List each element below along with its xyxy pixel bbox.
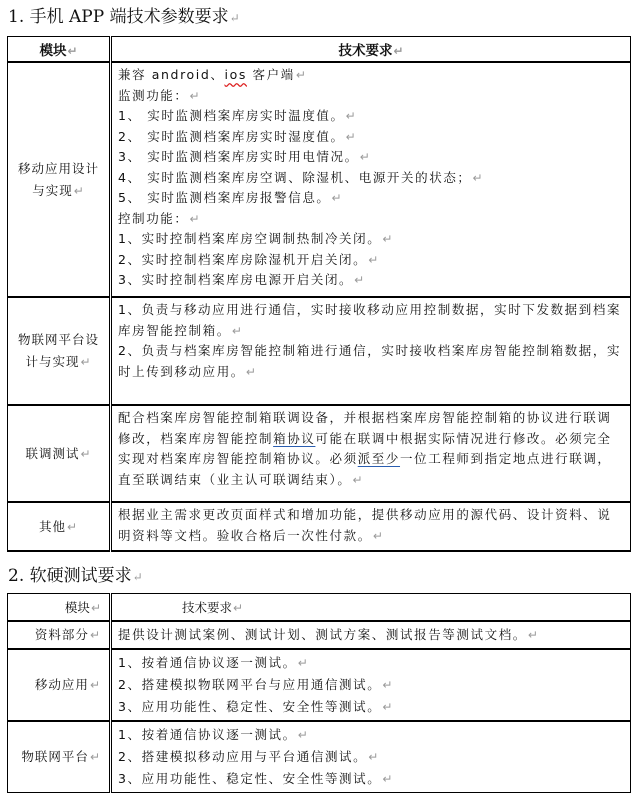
paragraph-mark-icon: ↵ [189, 88, 202, 103]
module-cell: 物联网平台设计与实现↵ [8, 297, 111, 405]
section-1-title: 1. 手机 APP 端技术参数要求 [8, 7, 229, 27]
paragraph-mark-icon: ↵ [345, 129, 358, 144]
requirement-line: 4、 实时监测档案库房空调、除湿机、电源开关的状态；↵ [118, 169, 485, 185]
requirement-line: 2、搭建模拟移动应用与平台通信测试。↵ [118, 748, 380, 764]
module-cell: 移动应用设计与实现↵ [8, 62, 111, 297]
paragraph-mark-icon: ↵ [345, 109, 358, 123]
requirement-line: 1、负责与移动应用进行通信，实时接收移动应用控制数据，实时下发数据到档案库房智能控制箱。↵ [118, 302, 622, 338]
paragraph-mark-icon: ↵ [67, 44, 78, 58]
table-header-row [8, 37, 631, 63]
paragraph-mark-icon: ↵ [89, 627, 101, 642]
requirement-line: 监测功能：↵ [118, 87, 202, 103]
requirements-cell [111, 405, 631, 502]
paragraph-mark-icon: ↵ [352, 472, 365, 487]
requirements-header: 技术要求↵ [111, 37, 631, 63]
requirement-line: 3、应用功能性、稳定性、安全性等测试。↵ [118, 698, 395, 714]
requirements-header: 技术要求↵ [111, 594, 631, 621]
testing-requirements-table [7, 593, 631, 793]
table-row [8, 649, 631, 721]
paragraph-mark-icon: ↵ [359, 150, 372, 164]
table-row [8, 621, 631, 649]
app-requirements-table [7, 36, 631, 552]
paragraph-mark-icon: ↵ [233, 600, 244, 615]
requirement-line: 1、按着通信协议逐一测试。↵ [118, 726, 310, 742]
paragraph-mark-icon: ↵ [89, 677, 101, 692]
module-header: 模块↵ [8, 37, 111, 63]
requirement-line: 控制功能：↵ [118, 210, 202, 226]
requirement-line: 3、实时控制档案库房电源开启关闭。↵ [118, 272, 366, 287]
paragraph-mark-icon: ↵ [229, 11, 240, 25]
requirements-cell [111, 502, 631, 551]
paragraph-mark-icon: ↵ [245, 364, 258, 379]
requirements-cell [111, 721, 631, 793]
paragraph-mark-icon: ↵ [297, 727, 310, 742]
module-cell: 资料部分↵ [8, 621, 111, 649]
section-2-title: 2. 软硬测试要求 [8, 566, 132, 586]
requirement-line: 2、 实时监测档案库房实时湿度值。↵ [118, 128, 358, 144]
requirement-line: 兼容 android、ios 客户端↵ [118, 67, 308, 82]
paragraph-mark-icon: ↵ [382, 677, 395, 692]
paragraph-mark-icon: ↵ [382, 699, 395, 714]
requirement-line: 1、实时控制档案库房空调制热制冷关闭。↵ [118, 231, 395, 246]
paragraph-mark-icon: ↵ [80, 355, 92, 369]
requirement-line: 1、 实时监测档案库房实时温度值。↵ [118, 108, 358, 123]
paragraph-mark-icon: ↵ [66, 519, 79, 534]
module-cell: 物联网平台↵ [8, 721, 111, 793]
paragraph-mark-icon: ↵ [231, 323, 244, 338]
requirement-line: 2、实时控制档案库房除湿机开启关闭。↵ [118, 251, 380, 267]
table-header-row [8, 594, 631, 621]
grammar-flagged-text: 箱协议 [273, 430, 316, 446]
requirement-paragraph: 配合档案库房智能控制箱联调设备，并根据档案库房智能控制箱的协议进行联调修改，档案库房智能控制箱协议可能在联调中根据实际情况进行修改。必须完全实现对档案库房智能控制箱协议。必须派至少一位工程师到指定地点进行联调，直至联调结束（业主认可联调结束）。↵ [118, 410, 612, 487]
module-cell: 其他↵ [8, 502, 111, 551]
paragraph-mark-icon: ↵ [132, 570, 143, 584]
paragraph-mark-icon: ↵ [297, 655, 310, 670]
paragraph-mark-icon: ↵ [382, 232, 395, 246]
requirements-cell [111, 621, 631, 649]
section-1-heading [8, 6, 240, 29]
requirement-line: 3、应用功能性、稳定性、安全性等测试。↵ [118, 770, 395, 786]
requirements-cell [111, 62, 631, 297]
paragraph-mark-icon: ↵ [90, 600, 101, 615]
requirement-line: 3、 实时监测档案库房实时用电情况。↵ [118, 149, 372, 164]
spellcheck-word: ios [224, 67, 247, 82]
paragraph-mark-icon: ↵ [382, 771, 395, 786]
requirement-line: 根据业主需求更改页面样式和增加功能，提供移动应用的源代码、设计资料、说明资料等文档。验收合格后一次性付款。↵ [118, 507, 612, 543]
module-header: 模块↵ [8, 594, 111, 621]
table-row [8, 502, 631, 551]
requirement-line: 2、搭建模拟物联网平台与应用通信测试。↵ [118, 676, 395, 692]
paragraph-mark-icon: ↵ [393, 44, 404, 58]
requirements-cell [111, 297, 631, 405]
paragraph-mark-icon: ↵ [372, 528, 385, 543]
paragraph-mark-icon: ↵ [189, 211, 202, 226]
table-row [8, 297, 631, 405]
requirement-line: 1、按着通信协议逐一测试。↵ [118, 654, 310, 670]
grammar-flagged-text: 派至少 [357, 451, 401, 466]
paragraph-mark-icon: ↵ [331, 191, 344, 205]
table-row [8, 62, 631, 297]
table-row [8, 405, 631, 502]
paragraph-mark-icon: ↵ [73, 183, 85, 198]
requirement-line: 2、负责与档案库房智能控制箱进行通信，实时接收档案库房智能控制箱数据，实时上传到移动应用。↵ [118, 343, 622, 379]
section-2-heading [8, 565, 143, 588]
paragraph-mark-icon: ↵ [89, 749, 101, 764]
paragraph-mark-icon: ↵ [472, 170, 485, 185]
paragraph-mark-icon: ↵ [354, 273, 366, 287]
requirements-cell [111, 649, 631, 721]
requirement-line: 5、 实时监测档案库房报警信息。↵ [118, 190, 344, 205]
paragraph-mark-icon: ↵ [80, 446, 92, 461]
paragraph-mark-icon: ↵ [295, 68, 308, 82]
module-cell: 移动应用↵ [8, 649, 111, 721]
paragraph-mark-icon: ↵ [368, 252, 380, 267]
table-row [8, 721, 631, 793]
paragraph-mark-icon: ↵ [527, 627, 540, 642]
paragraph-mark-icon: ↵ [368, 749, 380, 764]
module-cell: 联调测试↵ [8, 405, 111, 502]
requirement-line: 提供设计测试案例、测试计划、测试方案、测试报告等测试文档。↵ [118, 626, 540, 642]
